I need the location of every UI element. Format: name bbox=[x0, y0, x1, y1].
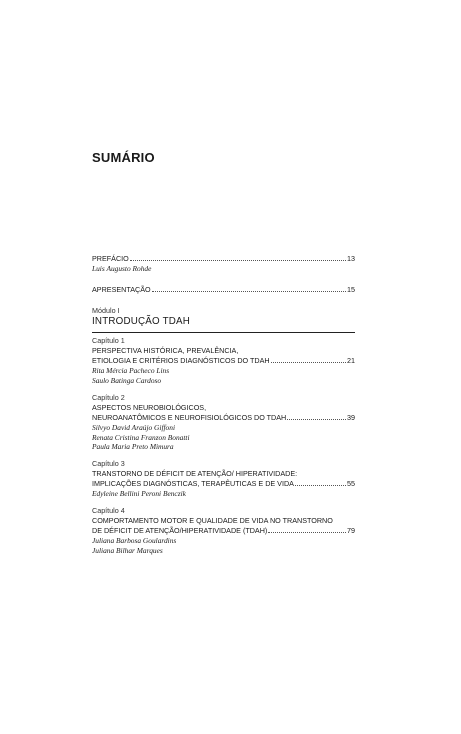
chapter-title-text: IMPLICAÇÕES DIAGNÓSTICAS, TERAPÊUTICAS E DE VIDA bbox=[92, 478, 294, 488]
toc-author: Juliana Barbosa Goulardins bbox=[92, 536, 177, 546]
chapter-label: Capítulo 4 bbox=[92, 505, 125, 515]
toc-entry-prefacio[interactable] bbox=[92, 254, 355, 264]
toc-author: Luis Augusto Rohde bbox=[92, 264, 152, 274]
chapter-label: Capítulo 3 bbox=[92, 458, 125, 468]
toc-author: Juliana Bilhar Marques bbox=[92, 545, 163, 555]
divider bbox=[92, 332, 355, 333]
chapter-title-line bbox=[92, 346, 355, 356]
toc-entry-label: PREFÁCIO bbox=[92, 254, 129, 263]
chapter-title-text: TRANSTORNO DE DÉFICIT DE ATENÇÃO/ HIPERATIVIDADE: bbox=[92, 468, 298, 478]
dot-leader bbox=[295, 485, 346, 486]
toc-page-number: 15 bbox=[347, 284, 355, 294]
chapter-title-line bbox=[92, 469, 355, 479]
chapter-entry-3[interactable] bbox=[92, 459, 355, 499]
chapter-title-line bbox=[92, 526, 355, 536]
dot-leader bbox=[268, 532, 346, 533]
chapter-title-line bbox=[92, 413, 355, 423]
page-title: SUMÁRIO bbox=[92, 150, 155, 165]
toc-page-number: 21 bbox=[347, 356, 355, 366]
chapter-title-line bbox=[92, 356, 355, 366]
chapter-label: Capítulo 2 bbox=[92, 392, 125, 402]
toc-author: Saulo Batinga Cardoso bbox=[92, 376, 162, 385]
toc-page-number: 55 bbox=[347, 478, 355, 488]
chapter-title-line bbox=[92, 516, 355, 526]
toc-author: Silvyo David Araújo Giffoni bbox=[92, 423, 176, 432]
chapter-title-text: PERSPECTIVA HISTÓRICA, PREVALÊNCIA, bbox=[92, 346, 239, 355]
chapter-title-line bbox=[92, 479, 355, 489]
dot-leader bbox=[287, 419, 346, 420]
toc-page-number: 79 bbox=[347, 525, 355, 535]
chapter-title-text: NEUROANATÔMICOS E NEUROFISIOLÓGICOS DO TDAH bbox=[92, 412, 287, 422]
chapter-title-line bbox=[92, 403, 355, 413]
chapter-title-text: ETIOLOGIA E CRITÉRIOS DIAGNÓSTICOS DO TDAH bbox=[92, 356, 270, 366]
toc-page-number: 13 bbox=[347, 254, 355, 263]
dot-leader bbox=[130, 260, 346, 261]
dot-leader bbox=[152, 291, 346, 292]
toc-author: Paula Maria Preto Mimura bbox=[92, 442, 174, 452]
toc-entry-label: APRESENTAÇÃO bbox=[92, 284, 151, 294]
toc-page-number: 39 bbox=[347, 412, 355, 422]
chapter-entry-4[interactable] bbox=[92, 506, 355, 556]
chapter-entry-1[interactable] bbox=[92, 336, 355, 386]
chapter-entry-2[interactable] bbox=[92, 393, 355, 452]
chapter-title-text: DE DÉFICIT DE ATENÇÃO/HIPERATIVIDADE (TDAH) bbox=[92, 525, 268, 535]
toc-author: Rita Mércia Pacheco Lins bbox=[92, 366, 170, 376]
toc-entry-apresentacao[interactable] bbox=[92, 285, 355, 295]
module-title: INTRODUÇÃO TDAH bbox=[92, 316, 191, 327]
toc-author: Renata Cristina Franzon Bonatti bbox=[92, 432, 190, 442]
dot-leader bbox=[271, 362, 346, 363]
module-label: Módulo I bbox=[92, 306, 120, 315]
chapter-title-text: ASPECTOS NEUROBIOLÓGICOS, bbox=[92, 402, 207, 412]
chapter-label: Capítulo 1 bbox=[92, 336, 125, 345]
chapter-title-text: COMPORTAMENTO MOTOR E QUALIDADE DE VIDA NO TRANSTORNO bbox=[92, 515, 333, 525]
toc-author: Edyleine Bellini Peroni Benczik bbox=[92, 489, 186, 499]
table-of-contents bbox=[92, 254, 355, 555]
